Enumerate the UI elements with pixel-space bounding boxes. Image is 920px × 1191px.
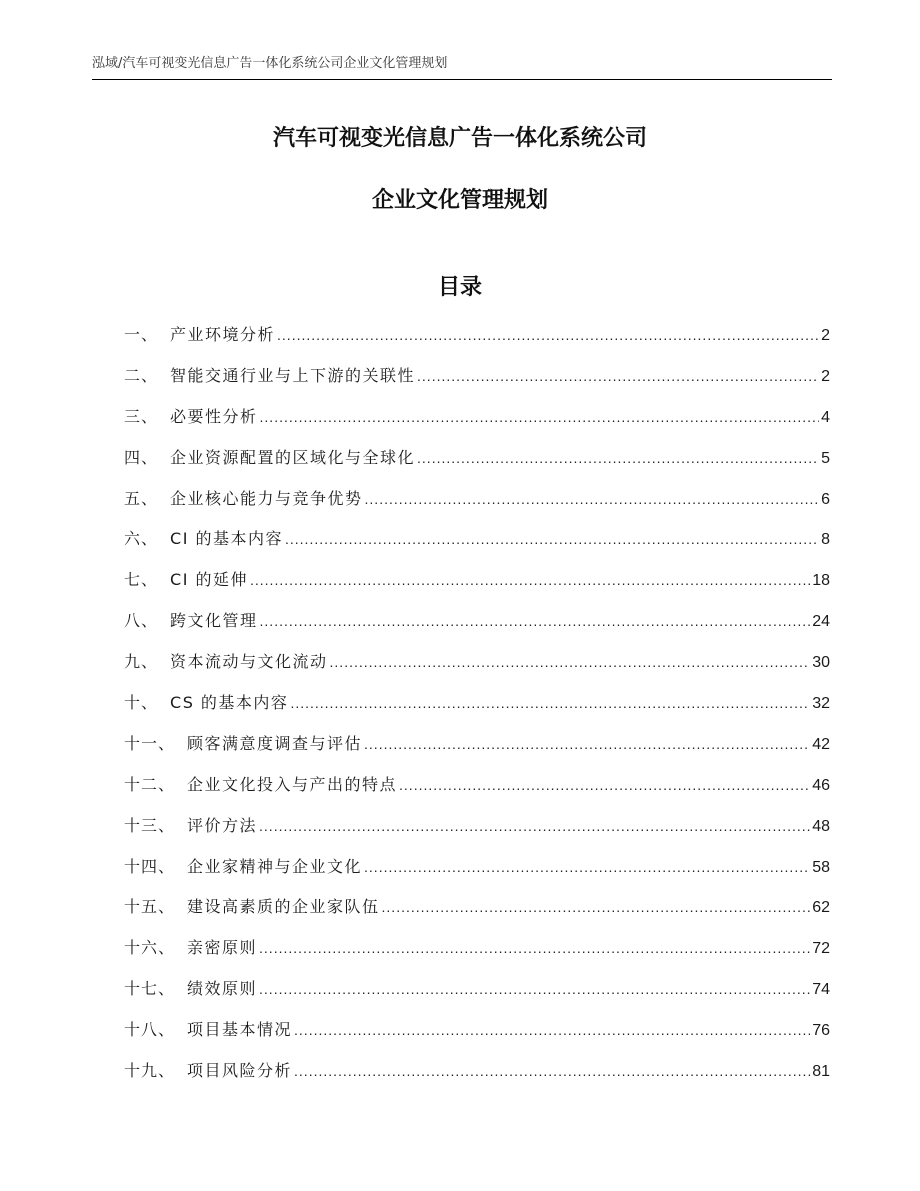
table-of-contents — [124, 322, 830, 1099]
document-title-line-1: 汽车可视变光信息广告一体化系统公司 — [272, 126, 647, 151]
toc-entry-number: 十五、 — [124, 897, 176, 917]
toc-entry-title: 顾客满意度调查与评估 — [187, 733, 363, 753]
toc-entry-page-number: 2 — [821, 367, 830, 385]
toc-entry-page-number: 76 — [812, 1022, 830, 1040]
toc-entry-title: 产业环境分析 — [170, 325, 276, 344]
toc-entry[interactable] — [124, 445, 830, 486]
toc-entry[interactable] — [124, 486, 830, 527]
toc-dot-leader — [285, 531, 819, 547]
toc-entry-page-number: 24 — [812, 613, 830, 631]
toc-dot-leader — [417, 368, 819, 384]
toc-dot-leader — [277, 327, 819, 343]
toc-entry-page-number: 42 — [812, 735, 830, 753]
toc-entry[interactable] — [124, 935, 830, 976]
toc-entry-number: 二、 — [124, 365, 159, 385]
toc-dot-leader — [260, 613, 811, 629]
toc-entry-page-number: 2 — [821, 327, 830, 344]
toc-entry-number: 十四、 — [124, 856, 176, 876]
toc-dot-leader — [330, 654, 811, 670]
toc-entry-title: 亲密原则 — [187, 938, 258, 958]
toc-entry-title: 跨文化管理 — [170, 611, 258, 631]
toc-entry-number: 十三、 — [124, 815, 176, 835]
toc-entry-title: 企业家精神与企业文化 — [187, 856, 363, 876]
toc-entry-title: 企业文化投入与产出的特点 — [187, 774, 398, 794]
toc-entry-title: 智能交通行业与上下游的关联性 — [170, 365, 416, 385]
toc-entry-number: 十八、 — [124, 1020, 176, 1040]
toc-entry[interactable] — [124, 363, 830, 404]
toc-entry[interactable] — [124, 526, 830, 567]
toc-entry-page-number: 30 — [812, 654, 830, 672]
toc-entry-number: 十二、 — [124, 774, 176, 794]
toc-entry[interactable] — [124, 649, 830, 690]
toc-entry[interactable] — [124, 567, 830, 608]
toc-entry-title: 绩效原则 — [187, 979, 258, 999]
toc-entry-page-number: 5 — [821, 449, 830, 467]
toc-dot-leader — [259, 818, 810, 834]
toc-entry[interactable] — [124, 690, 830, 731]
toc-entry-title: CS 的基本内容 — [170, 693, 289, 713]
toc-entry[interactable] — [124, 404, 830, 445]
toc-entry[interactable] — [124, 854, 830, 895]
running-header-text: 泓域/汽车可视变光信息广告一体化系统公司企业文化管理规划 — [92, 56, 448, 71]
toc-dot-leader — [364, 859, 810, 875]
toc-entry-page-number: 58 — [812, 858, 830, 876]
toc-dot-leader — [382, 899, 811, 915]
toc-entry-title: 企业核心能力与竞争优势 — [170, 488, 363, 508]
toc-dot-leader — [417, 450, 819, 466]
toc-entry[interactable] — [124, 976, 830, 1017]
toc-entry-page-number: 32 — [812, 695, 830, 713]
toc-entry[interactable] — [124, 813, 830, 854]
toc-entry-page-number: 81 — [812, 1063, 830, 1081]
toc-entry[interactable] — [124, 608, 830, 649]
toc-entry[interactable] — [124, 772, 830, 813]
toc-entry-title: 建设高素质的企业家队伍 — [187, 897, 380, 917]
toc-dot-leader — [290, 695, 810, 711]
toc-entry-number: 一、 — [124, 325, 159, 344]
toc-entry-page-number: 72 — [812, 940, 830, 958]
toc-entry-title: 资本流动与文化流动 — [170, 652, 328, 672]
toc-dot-leader — [250, 572, 810, 588]
toc-entry[interactable] — [124, 731, 830, 772]
toc-dot-leader — [260, 409, 820, 425]
toc-dot-leader — [259, 940, 810, 956]
toc-entry-number: 十六、 — [124, 938, 176, 958]
toc-entry-page-number: 6 — [821, 490, 830, 508]
toc-entry-number: 十、 — [124, 693, 159, 713]
toc-entry-number: 七、 — [124, 570, 159, 590]
toc-dot-leader — [399, 777, 810, 793]
toc-entry-title: 项目风险分析 — [187, 1061, 293, 1081]
toc-dot-leader — [259, 981, 810, 997]
toc-entry-page-number: 74 — [812, 981, 830, 999]
toc-heading: 目录 — [437, 275, 482, 300]
toc-entry-title: 必要性分析 — [170, 406, 258, 426]
toc-entry-number: 六、 — [124, 529, 159, 549]
toc-entry-number: 十七、 — [124, 979, 176, 999]
toc-entry[interactable] — [124, 322, 830, 363]
toc-entry-number: 八、 — [124, 611, 159, 631]
toc-entry[interactable] — [124, 1058, 830, 1099]
toc-entry-number: 五、 — [124, 488, 159, 508]
toc-entry-number: 三、 — [124, 406, 159, 426]
toc-entry-number: 十九、 — [124, 1061, 176, 1081]
toc-entry-page-number: 62 — [812, 899, 830, 917]
toc-entry-page-number: 8 — [821, 531, 830, 549]
toc-entry-page-number: 46 — [812, 776, 830, 794]
toc-entry-page-number: 48 — [812, 817, 830, 835]
toc-entry-title: 企业资源配置的区域化与全球化 — [170, 447, 416, 467]
toc-dot-leader — [294, 1022, 810, 1038]
toc-entry-title: CI 的延伸 — [170, 570, 248, 590]
toc-entry-title: CI 的基本内容 — [170, 529, 283, 549]
toc-entry-page-number: 18 — [812, 572, 830, 590]
document-title-line-2: 企业文化管理规划 — [371, 188, 548, 213]
running-header — [92, 52, 832, 80]
toc-entry-number: 十一、 — [124, 733, 176, 753]
toc-dot-leader — [364, 736, 810, 752]
toc-entry[interactable] — [124, 1017, 830, 1058]
toc-dot-leader — [365, 491, 820, 507]
toc-entry-title: 项目基本情况 — [187, 1020, 293, 1040]
toc-entry-number: 九、 — [124, 652, 159, 672]
toc-entry-number: 四、 — [124, 447, 159, 467]
toc-dot-leader — [294, 1063, 810, 1079]
toc-entry[interactable] — [124, 894, 830, 935]
toc-entry-title: 评价方法 — [187, 815, 258, 835]
toc-entry-page-number: 4 — [821, 408, 830, 426]
